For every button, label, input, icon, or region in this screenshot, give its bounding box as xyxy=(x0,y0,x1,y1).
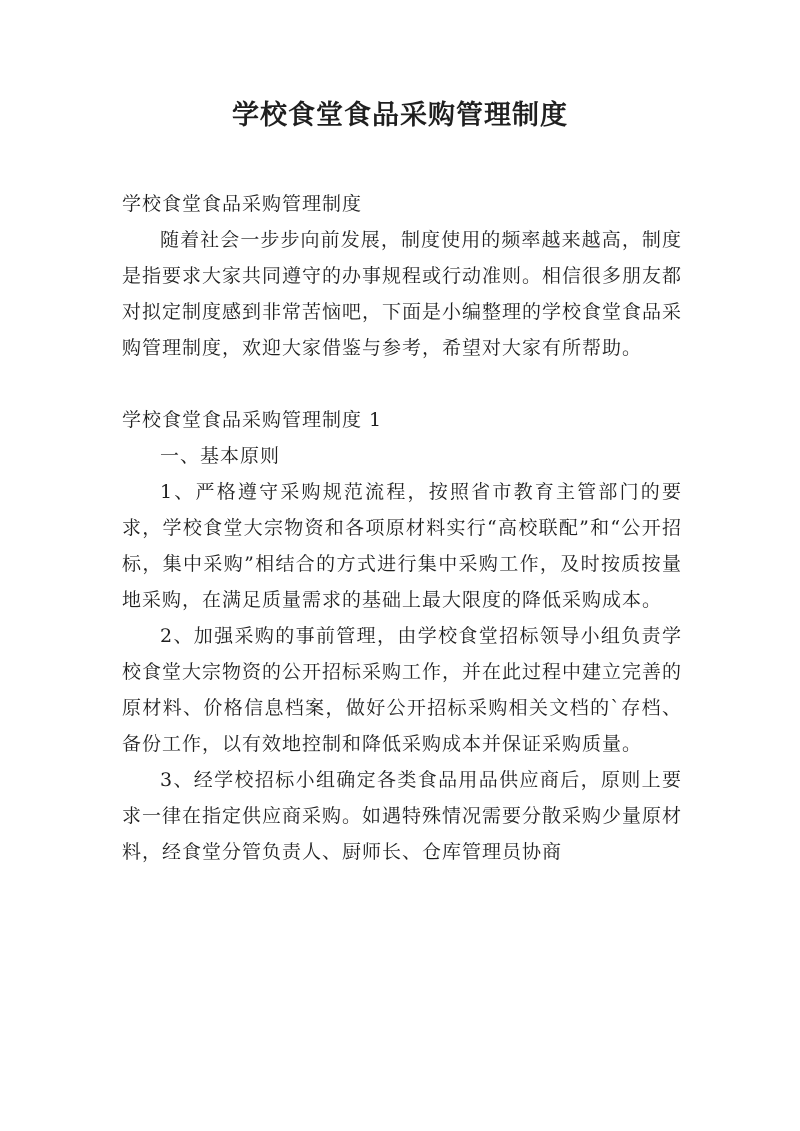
section-heading: 学校食堂食品采购管理制度 1 xyxy=(122,409,383,431)
document-title: 学校食堂食品采购管理制度 xyxy=(232,100,568,131)
paragraph-spacer xyxy=(122,366,682,402)
body-paragraph: 3、经学校招标小组确定各类食品用品供应商后，原则上要求一律在指定供应商采购。如遇特殊情况需要分散采购少量原材料，经食堂分管负责人、厨师长、仓库管理员协商 xyxy=(122,769,683,863)
section-heading: 学校食堂食品采购管理制度 xyxy=(122,193,363,215)
intro-paragraph: 随着社会一步步向前发展，制度使用的频率越来越高，制度是指要求大家共同遵守的办事规程或行动准则。相信很多朋友都对拟定制度感到非常苦恼吧，下面是小编整理的学校食堂食品采购管理制度，欢迎大家借鉴与参考，希望对大家有所帮助。 xyxy=(122,229,683,359)
document-body xyxy=(122,186,682,870)
body-paragraph: 2、加强采购的事前管理，由学校食堂招标领导小组负责学校食堂大宗物资的公开招标采购工作，并在此过程中建立完善的原材料、价格信息档案，做好公开招标采购相关文档的`存档、备份工作，以有效地控制和降低采购成本并保证采购质量。 xyxy=(122,625,683,755)
body-paragraph: 1、严格遵守采购规范流程，按照省市教育主管部门的要求，学校食堂大宗物资和各项原材料实行“高校联配”和“公开招标，集中采购”相结合的方式进行集中采购工作，及时按质按量地采购，在满足质量需求的基础上最大限度的降低采购成本。 xyxy=(122,481,682,611)
subsection-heading: 一、基本原则 xyxy=(160,445,281,467)
